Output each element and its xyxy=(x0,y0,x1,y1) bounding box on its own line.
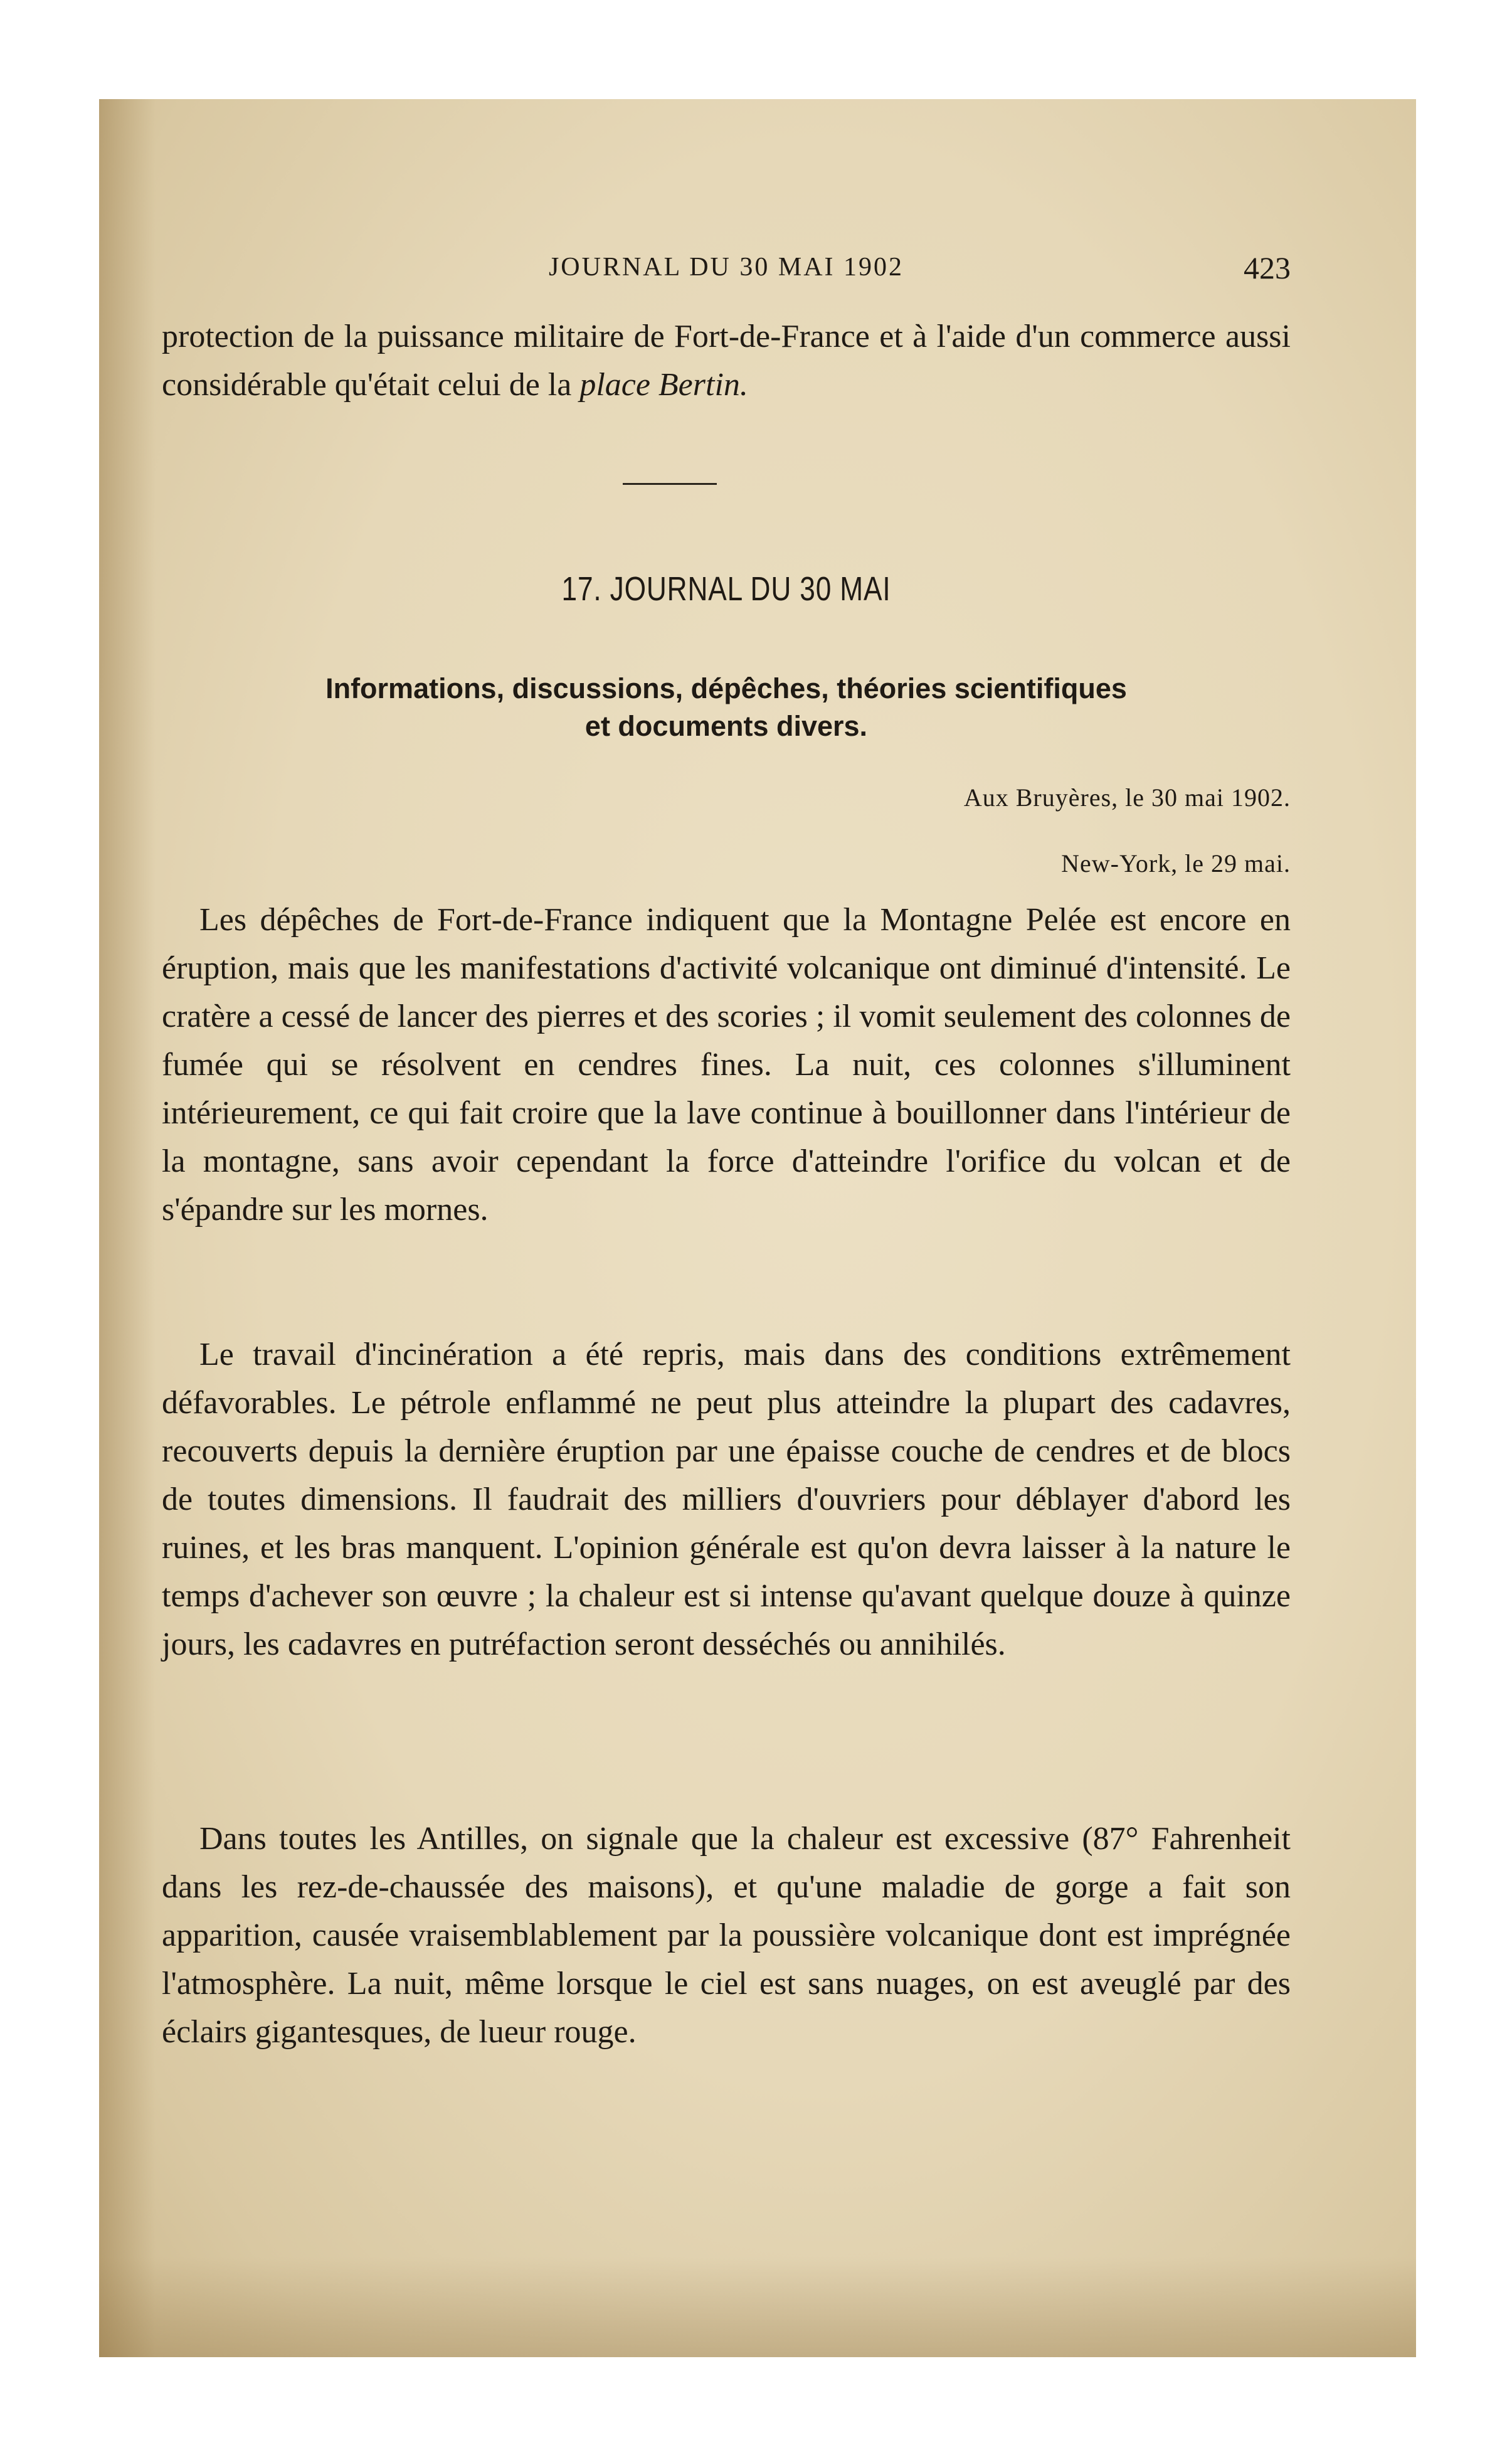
section-divider xyxy=(623,483,717,485)
book-page xyxy=(99,99,1416,2357)
subtitle-line-1: Informations, discussions, dépêches, théories scientifiques xyxy=(325,672,1127,704)
intro-paragraph xyxy=(162,312,1291,409)
section-subtitle xyxy=(162,670,1291,745)
running-title: JOURNAL DU 30 MAI 1902 xyxy=(548,253,904,282)
page-header xyxy=(162,252,1291,290)
intro-text: protection de la puissance militaire de Fort-de-France et à l'aide d'un commerce aussi considérable qu'était celui de la xyxy=(162,319,1291,403)
page-number: 423 xyxy=(1244,250,1291,285)
body-paragraph-3: Dans toutes les Antilles, on signale que la chaleur est excessive (87° Fahrenheit dans les rez-de-chaussée des maisons), et qu'une maladie de gorge a fait son apparition, causée vraisemblablement par la poussière volcanique dont est imprégnée l'atmosphère. La nuit, même lorsque le ciel est sans nuages, on est aveuglé par des éclairs gigantesques, de lueur rouge. xyxy=(162,1821,1291,2050)
place-dateline: Aux Bruyères, le 30 mai 1902. xyxy=(963,783,1291,812)
body-paragraph-2: Le travail d'incinération a été repris, mais dans des conditions extrêmement défavorables. Le pétrole enflammé ne peut plus atteindre la plupart des cadavres, recouverts depuis la dernière éruption par une épaisse couche de cendres et de blocs de toutes dimensions. Il faudrait des milliers d'ouvriers pour déblayer d'abord les ruines, et les bras manquent. L'opinion générale est qu'on devra laisser à la nature le temps d'achever son œuvre ; la chaleur est si intense qu'avant quelque douze à quinze jours, les cadavres en putréfaction seront desséchés ou annihilés. xyxy=(162,1337,1291,1662)
intro-italic-text: place Bertin. xyxy=(579,367,748,403)
body-paragraph-1: Les dépêches de Fort-de-France indiquent que la Montagne Pelée est encore en éruption, mais que les manifestations d'activité volcanique ont diminué d'intensité. Le cratère a cessé de lancer des pierres et des scories ; il vomit seulement des colonnes de fumée qui se résolvent en cendres fines. La nuit, ces colonnes s'illuminent intérieurement, ce qui fait croire que la lave continue à bouillonner dans l'intérieur de la montagne, sans avoir cependant la force d'atteindre l'orifice du volcan et de s'épandre sur les mornes. xyxy=(162,902,1291,1228)
subtitle-line-2: et documents divers. xyxy=(584,710,868,742)
dispatch-dateline: New-York, le 29 mai. xyxy=(1061,849,1291,878)
section-title: 17. JOURNAL DU 30 MAI xyxy=(561,570,891,608)
